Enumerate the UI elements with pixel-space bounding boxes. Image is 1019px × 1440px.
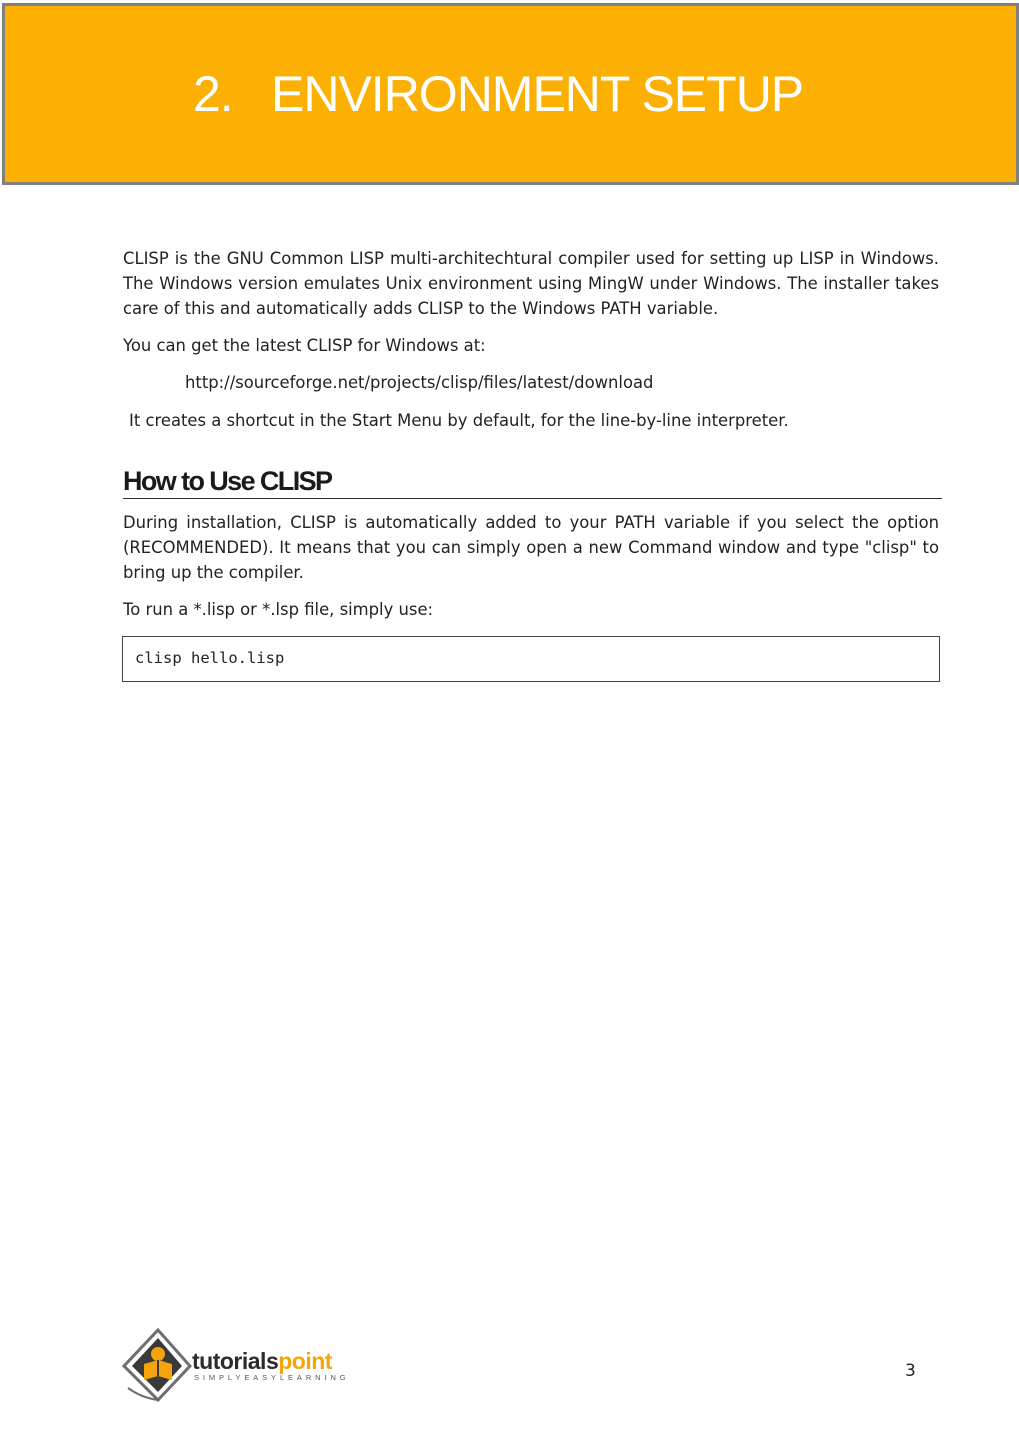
logo-word-point: point	[278, 1348, 332, 1374]
page-content	[123, 246, 939, 682]
logo-tagline: SIMPLYEASYLEARNING	[194, 1373, 350, 1382]
installation-paragraph: During installation, CLISP is automatically added to your PATH variable if you select the option (RECOMMENDED). It means that you can simply open a new Command window and type "clisp" to bring up the compiler.	[123, 513, 939, 582]
logo-wordmark	[192, 1348, 332, 1374]
chapter-number: 2.	[193, 66, 233, 122]
code-block: clisp hello.lisp	[122, 636, 940, 682]
chapter-banner	[2, 3, 1019, 185]
tutorialspoint-logo	[122, 1328, 372, 1402]
logo-word-tutorials: tutorials	[192, 1348, 279, 1374]
chapter-title	[193, 64, 803, 124]
download-url: http://sourceforge.net/projects/clisp/files/latest/download	[185, 373, 654, 392]
page-number: 3	[905, 1361, 916, 1381]
section-heading: How to Use CLISP	[123, 466, 942, 499]
shortcut-paragraph: It creates a shortcut in the Start Menu by default, for the line-by-line interpreter.	[129, 411, 789, 430]
chapter-title-text: ENVIRONMENT SETUP	[271, 66, 804, 122]
download-intro-paragraph: You can get the latest CLISP for Windows at:	[123, 336, 486, 355]
logo-emblem-icon	[122, 1328, 192, 1402]
run-file-paragraph: To run a *.lisp or *.lsp file, simply use:	[123, 600, 434, 619]
intro-paragraph: CLISP is the GNU Common LISP multi-architechtural compiler used for setting up LISP in Windows. The Windows version emulates Unix environment using MingW under Windows. The installer takes care of this and automatically adds CLISP to the Windows PATH variable.	[123, 249, 939, 318]
